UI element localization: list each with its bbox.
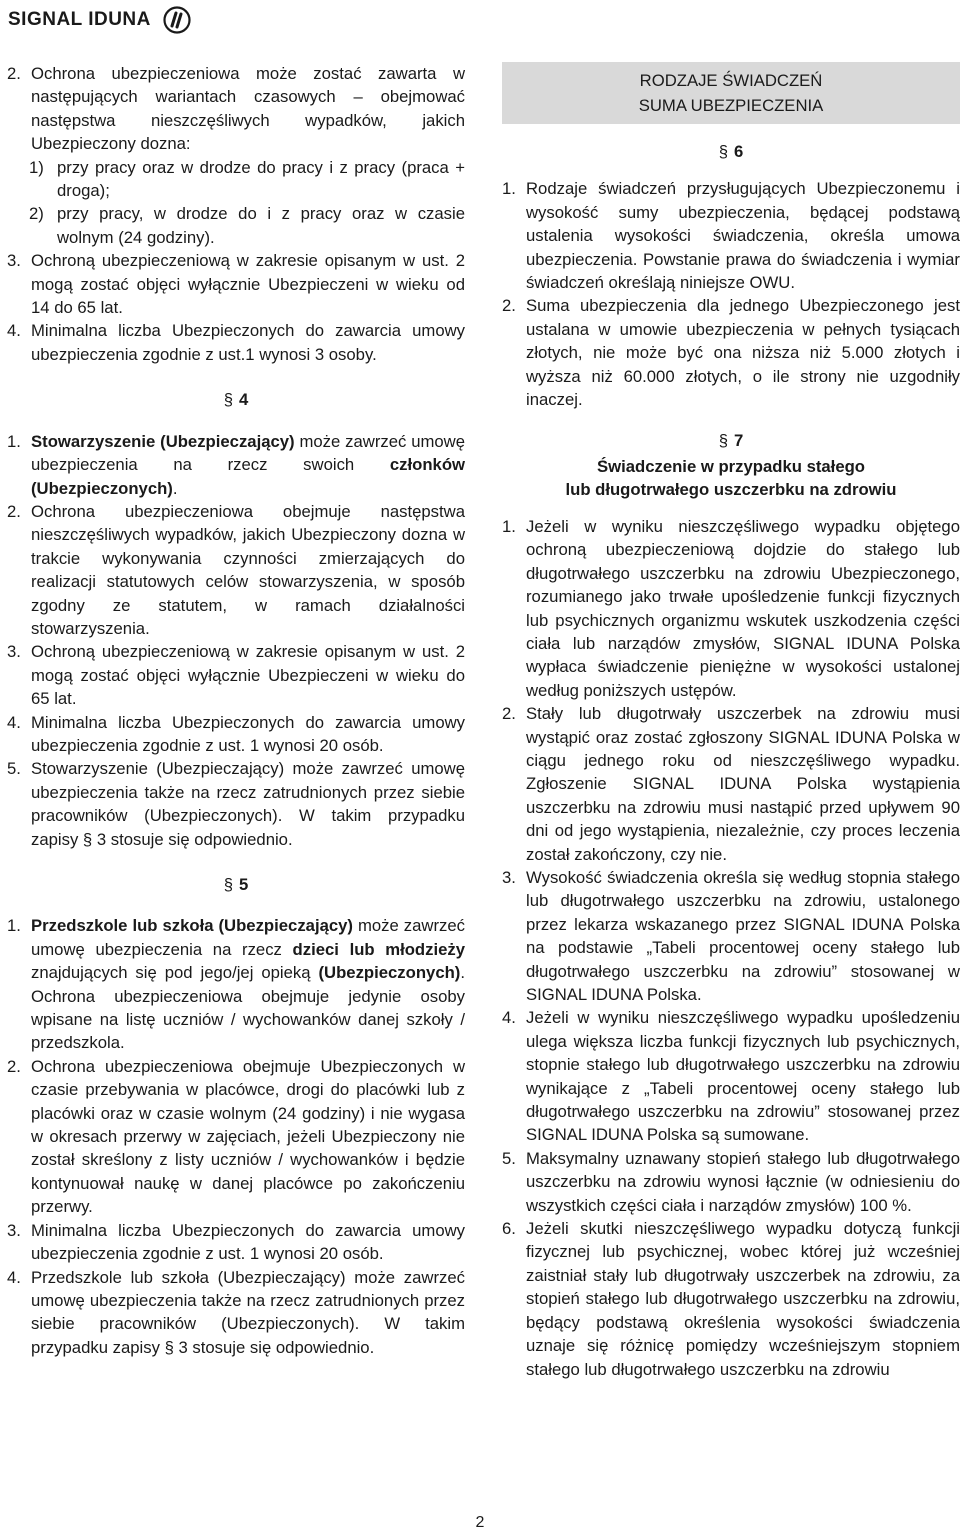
item-number: 2. bbox=[7, 501, 21, 521]
section-number: 6 bbox=[734, 142, 744, 161]
page-header bbox=[8, 6, 191, 34]
item-number: 4. bbox=[7, 1267, 21, 1287]
clause-6-1 bbox=[502, 177, 960, 294]
text: może zawrzeć umowę ubezpieczenia na rzecz swoich bbox=[31, 431, 466, 475]
item-text: Jeżeli w wyniku nieszczęśliwego wypadku upośledzeniu ulega większa liczba funkcji fizycznych lub psychicznych, stopnie stałego lub długotrwałego uszczerbku na zdrowiu wynikające z „Tabeli procentowej oceny stałego lub długotrwałego uszczerbku na zdrowiu” stosowanej przez SIGNAL IDUNA Polska są sumowane. bbox=[526, 1008, 960, 1145]
clause-6-2 bbox=[502, 294, 960, 411]
sub-text: przy pracy oraz w drodze do pracy i z pracy (praca + droga); bbox=[57, 157, 465, 201]
paragraph-sign-icon: § bbox=[718, 431, 728, 451]
chapter-heading-box bbox=[502, 62, 960, 124]
sub-item-1 bbox=[7, 156, 465, 203]
clause-5-3 bbox=[7, 1219, 465, 1266]
item-number: 2. bbox=[502, 704, 516, 724]
section-number: 4 bbox=[239, 390, 249, 410]
item-number: 4. bbox=[7, 712, 21, 732]
item-number: 3. bbox=[7, 251, 21, 271]
clause-3-2 bbox=[7, 62, 465, 156]
item-text: Wysokość świadczenia określa się według stopnia stałego lub długotrwałego uszczerbku na zdrowiu, ustalonego przez lekarza wskazanego przez SIGNAL IDUNA Polska na podstawie „Tabeli procentowej oceny stałego lub długotrwałego uszczerbku na zdrowiu” stosowanej w SIGNAL IDUNA Polska. bbox=[526, 867, 960, 1004]
clause-7-4 bbox=[502, 1006, 960, 1146]
item-text: Minimalna liczba Ubezpieczonych do zawarcia umowy ubezpieczenia zgodnie z ust.1 wynosi 3 osoby. bbox=[31, 321, 465, 364]
item-number: 3. bbox=[7, 1220, 21, 1240]
right-column bbox=[502, 62, 960, 1381]
bold-text: dzieci lub młodzieży bbox=[292, 939, 465, 959]
clause-7-6 bbox=[502, 1217, 960, 1381]
sub-number: 1) bbox=[29, 157, 44, 177]
item-text: Minimalna liczba Ubezpieczonych do zawarcia umowy ubezpieczenia zgodnie z ust. 1 wynosi 20 osób. bbox=[31, 712, 465, 755]
brand-logo-icon bbox=[163, 6, 191, 34]
item-text: Przedszkole lub szkoła (Ubezpieczający) może zawrzeć umowę ubezpieczenia także na rzecz zatrudnionych przez siebie pracowników (Ubezpieczonych). W takim przypadku zapisy § 3 stosuje się odpowiednio. bbox=[31, 1267, 465, 1357]
item-number: 2. bbox=[502, 296, 516, 316]
item-text: Ochrona ubezpieczeniowa może zostać zawarta w następujących wariantach czasowych – obejmować następstwa nieszczęśliwych wypadków, jakich Ubezpieczony dozna: bbox=[31, 64, 465, 154]
section-title: Świadczenie w przypadku stałego bbox=[596, 456, 865, 476]
clause-5-4 bbox=[7, 1266, 465, 1360]
bold-text: Stowarzyszenie (Ubezpieczający) bbox=[31, 431, 295, 451]
bold-text: Przedszkole lub szkoła (Ubezpieczający) bbox=[31, 916, 353, 936]
item-number: 2. bbox=[7, 64, 21, 83]
clause-7-3 bbox=[502, 866, 960, 1006]
bold-text: (Ubezpieczonych) bbox=[318, 963, 461, 983]
item-number: 4. bbox=[7, 321, 21, 341]
paragraph-sign-icon: § bbox=[718, 142, 728, 161]
clause-3-3 bbox=[7, 249, 465, 319]
clause-5-2 bbox=[7, 1055, 465, 1219]
clause-4-5 bbox=[7, 757, 465, 851]
sub-text: przy pracy, w drodze do i z pracy oraz w czasie wolnym (24 godziny). bbox=[57, 204, 465, 247]
section-heading-4 bbox=[7, 388, 465, 411]
paragraph-sign-icon: § bbox=[223, 875, 233, 894]
left-column bbox=[7, 62, 465, 1359]
item-text: Jeżeli w wyniku nieszczęśliwego wypadku objętego ochroną ubezpieczeniową dojdzie do stałego lub długotrwałego uszczerbku na zdrowiu Ubezpieczonego, rozumianego jako trwałe upośledzenie funkcji fizycznych lub psychicznych organizmu wskutek uszkodzenia części ciała lub narządów zmysłów, SIGNAL IDUNA Polska wypłaca świadczenie pieniężne w wysokości ustalonej według poniższych ustępów. bbox=[526, 516, 960, 700]
section-heading-5 bbox=[7, 873, 465, 896]
section-heading-6 bbox=[502, 140, 960, 163]
item-text: Stały lub długotrwały uszczerbek na zdrowiu musi wystąpić oraz zostać zgłoszony SIGNAL IDUNA Polska w ciągu jednego roku od nieszczęśliwego wypadku. Zgłoszenie SIGNAL IDUNA Polska wystąpienia uszczerbku na zdrowiu musi nastąpić przed upływem 90 dni od jego wystąpienia, niezależnie, czy proces leczenia został zakończony, czy nie. bbox=[526, 704, 960, 864]
text: . bbox=[172, 478, 178, 498]
item-number: 1. bbox=[7, 916, 21, 936]
bold-text: członków (Ubezpieczonych) bbox=[31, 455, 465, 498]
section-heading-7 bbox=[502, 429, 960, 452]
clause-5-1 bbox=[7, 914, 465, 1054]
item-number: 3. bbox=[502, 867, 516, 887]
chapter-heading-line: RODZAJE ŚWIADCZEŃ bbox=[639, 71, 823, 90]
page-number: 2 bbox=[475, 1514, 485, 1531]
sub-item-2 bbox=[7, 202, 465, 249]
brand-logo-text: SIGNAL IDUNA bbox=[8, 9, 151, 30]
item-text: Rodzaje świadczeń przysługujących Ubezpieczonemu i wysokość sumy ubezpieczenia, będącej podstawą ustalenia wysokości świadczenia, określa umowa ubezpieczenia. Powstanie prawa do świadczenia i wymiar świadczeń określają niniejsze OWU. bbox=[526, 179, 960, 293]
clause-4-2 bbox=[7, 500, 465, 640]
item-number: 5. bbox=[502, 1148, 516, 1168]
section-number: 5 bbox=[239, 875, 249, 894]
item-number: 1. bbox=[7, 431, 21, 451]
item-text: Ochrona ubezpieczeniowa obejmuje następstwa nieszczęśliwych wypadków, jakich Ubezpieczony dozna w trakcie wykonywania czynności zmierzających do realizacji statutowych celów stowarzyszenia, w sposób zgodny ze statutem, w ramach działalności stowarzyszenia. bbox=[31, 501, 465, 638]
section-title: lub długotrwałego uszczerbku na zdrowiu bbox=[565, 479, 897, 499]
item-text: Suma ubezpieczenia dla jednego Ubezpieczonego jest ustalana w umowie ubezpieczenia w pełnych tysiącach złotych, nie może być ona niższa niż 5.000 złotych i wyższa niż 60.000 złotych, o ile strony nie uzgodniły inaczej. bbox=[526, 296, 960, 410]
item-text bbox=[31, 430, 465, 500]
item-text: Jeżeli skutki nieszczęśliwego wypadku dotyczą funkcji fizycznej lub psychicznej, wobec której już wcześniej zaistniał stały lub długotrwały uszczerbek na zdrowiu, za stopień stałego lub długotrwałego uszczerbku na zdrowiu, będący podstawą określenia wysokości świadczenia uznaje się różnicę pomiędzy wcześniejszym stopniem stałego lub długotrwałego uszczerbku na zdrowiu bbox=[526, 1219, 960, 1379]
item-number: 1. bbox=[502, 179, 516, 199]
sub-number: 2) bbox=[29, 204, 44, 224]
item-number: 4. bbox=[502, 1008, 516, 1028]
item-text: Maksymalny uznawany stopień stałego lub długotrwałego uszczerbku na zdrowiu wynosi łącznie (w odniesieniu do wszystkich części ciała i narządów zmysłów) 100 %. bbox=[526, 1148, 960, 1215]
clause-4-1 bbox=[7, 430, 465, 500]
item-number: 1. bbox=[502, 516, 516, 536]
text: może zawrzeć umowę ubezpieczenia na rzecz bbox=[31, 916, 465, 959]
chapter-heading-line: SUMA UBEZPIECZENIA bbox=[638, 96, 824, 115]
item-text: Stowarzyszenie (Ubezpieczający) może zawrzeć umowę ubezpieczenia także na rzecz zatrudnionych przez siebie pracowników (Ubezpieczonych). W takim przypadku zapisy § 3 stosuje się odpowiednio. bbox=[31, 759, 465, 849]
item-text: Ochroną ubezpieczeniową w zakresie opisanym w ust. 2 mogą zostać objęci wyłącznie Ubezpieczeni w wieku od 14 do 65 lat. bbox=[31, 251, 465, 318]
paragraph-sign-icon: § bbox=[223, 390, 233, 410]
item-number: 2. bbox=[7, 1056, 21, 1076]
item-number: 5. bbox=[7, 759, 21, 779]
item-text: Minimalna liczba Ubezpieczonych do zawarcia umowy ubezpieczenia zgodnie z ust. 1 wynosi 20 osób. bbox=[31, 1220, 465, 1264]
section-number: 7 bbox=[734, 431, 744, 451]
item-number: 6. bbox=[502, 1219, 516, 1239]
item-text: Ochroną ubezpieczeniową w zakresie opisanym w ust. 2 mogą zostać objęci wyłącznie Ubezpieczeni w wieku do 65 lat. bbox=[31, 642, 465, 709]
item-text bbox=[31, 914, 465, 1054]
clause-3-4 bbox=[7, 319, 465, 366]
clause-4-3 bbox=[7, 640, 465, 710]
text: . Ochrona ubezpieczeniowa obejmuje jedynie osoby wpisane na listę uczniów / wychowanków danej szkoły / przedszkola. bbox=[31, 963, 465, 1053]
clause-7-1 bbox=[502, 515, 960, 702]
item-number: 3. bbox=[7, 642, 21, 662]
clause-4-4 bbox=[7, 711, 465, 758]
clause-7-2 bbox=[502, 702, 960, 866]
text: znajdujących się pod jego/jej opieką bbox=[31, 963, 319, 983]
item-text: Ochrona ubezpieczeniowa obejmuje Ubezpieczonych w czasie przebywania w placówce, drogi do placówki lub z placówki oraz w czasie wolnym (24 godziny) i nie wygasa w okresach przerwy w zajęciach, jeżeli Ubezpieczony nie został skreślony z listy uczniów / wychowanków i będzie kontynuował naukę w danej placówce po zakończeniu przerwy. bbox=[31, 1056, 465, 1217]
clause-7-5 bbox=[502, 1147, 960, 1217]
